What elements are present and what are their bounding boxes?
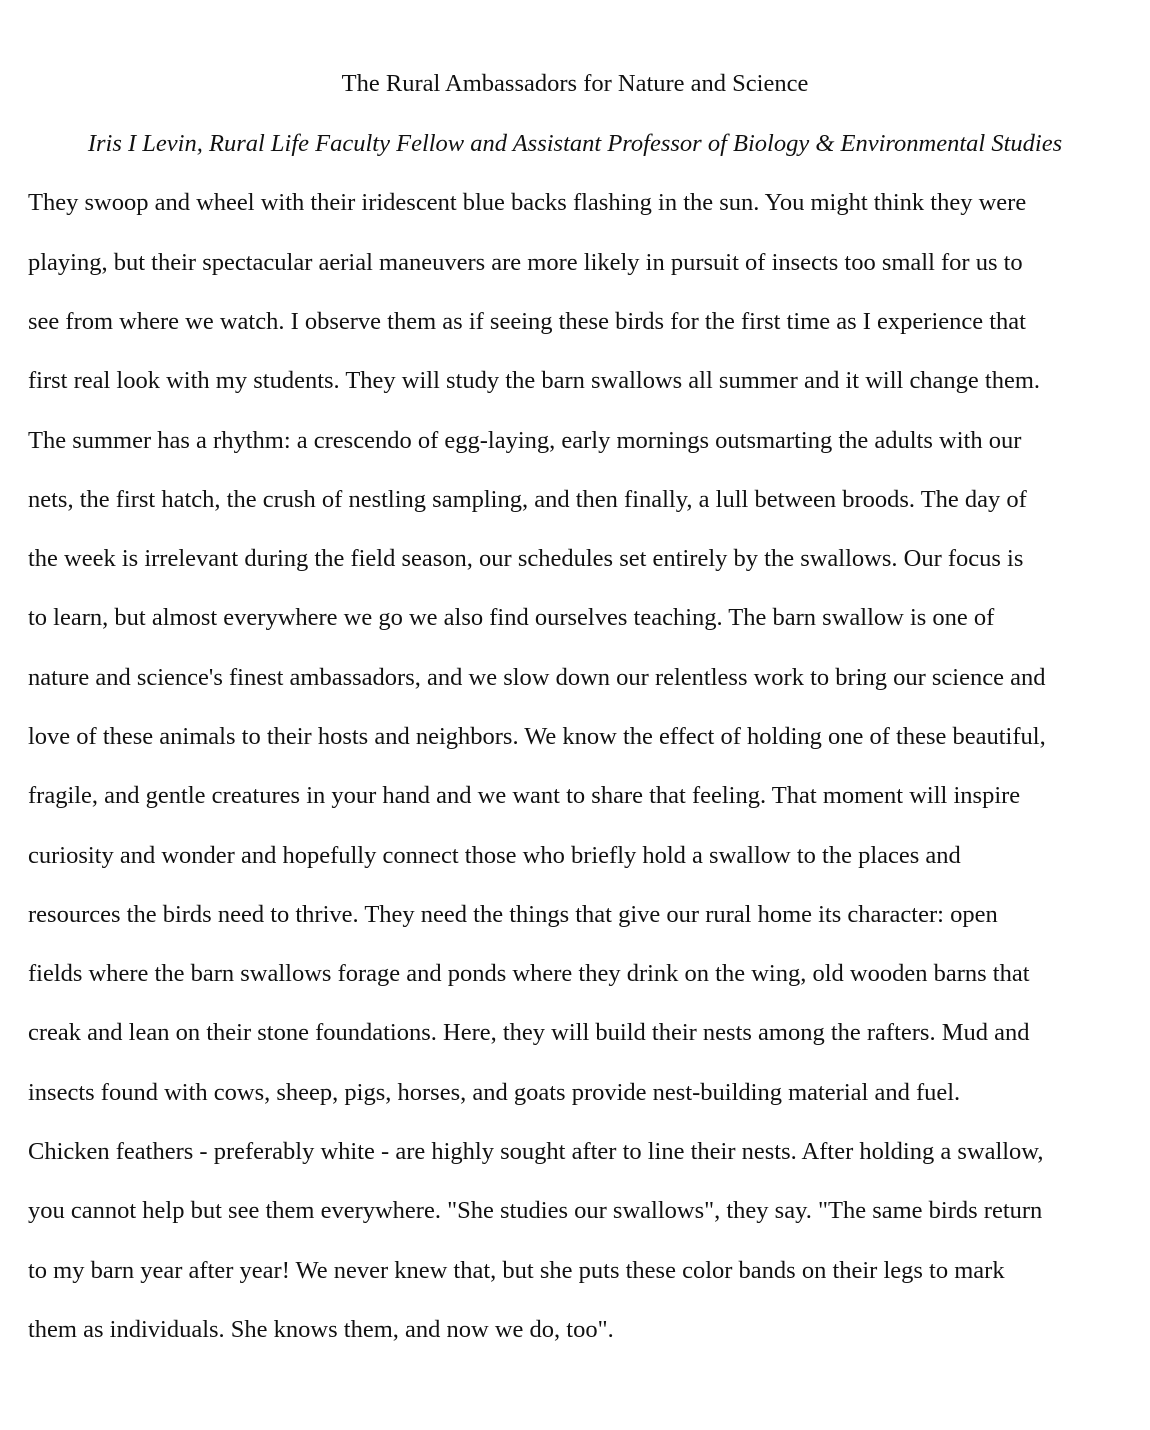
body-line: first real look with my students. They will study the barn swallows all summer and it will change them.: [28, 367, 1041, 394]
body-line: to my barn year after year! We never knew that, but she puts these color bands on their legs to mark: [28, 1257, 1005, 1284]
document-title: The Rural Ambassadors for Nature and Science: [341, 70, 809, 97]
body-line: They swoop and wheel with their iridescent blue backs flashing in the sun. You might think they were: [28, 189, 1027, 216]
body-line: The summer has a rhythm: a crescendo of egg-laying, early mornings outsmarting the adults with our: [28, 427, 1022, 454]
body-line: you cannot help but see them everywhere. "She studies our swallows", they say. "The same birds return: [28, 1197, 1043, 1224]
body-line: Chicken feathers - preferably white - are highly sought after to line their nests. After holding a swallow,: [28, 1138, 1044, 1165]
body-line: playing, but their spectacular aerial maneuvers are more likely in pursuit of insects too small for us to: [28, 249, 1023, 276]
body-line: insects found with cows, sheep, pigs, horses, and goats provide nest-building material and fuel.: [28, 1079, 961, 1106]
body-line: to learn, but almost everywhere we go we also find ourselves teaching. The barn swallow is one of: [28, 604, 995, 631]
body-line: them as individuals. She knows them, and now we do, too".: [28, 1316, 614, 1343]
body-line: see from where we watch. I observe them as if seeing these birds for the first time as I experience that: [28, 308, 1026, 335]
body-line: resources the birds need to thrive. They need the things that give our rural home its character: open: [28, 901, 998, 928]
body-line: creak and lean on their stone foundations. Here, they will build their nests among the rafters. Mud and: [28, 1019, 1030, 1046]
body-line: love of these animals to their hosts and neighbors. We know the effect of holding one of these beautiful,: [28, 723, 1046, 750]
body-line: nature and science's finest ambassadors, and we slow down our relentless work to bring our science and: [28, 664, 1046, 691]
body-line: the week is irrelevant during the field season, our schedules set entirely by the swallows. Our focus is: [28, 545, 1024, 572]
body-line: fragile, and gentle creatures in your hand and we want to share that feeling. That moment will inspire: [28, 782, 1021, 809]
body-line: curiosity and wonder and hopefully connect those who briefly hold a swallow to the places and: [28, 842, 961, 869]
body-paragraph: [28, 0, 1138, 1430]
author-byline: Iris I Levin, Rural Life Faculty Fellow and Assistant Professor of Biology & Environmental Studies: [87, 130, 1063, 157]
body-line: nets, the first hatch, the crush of nestling sampling, and then finally, a lull between broods. The day of: [28, 486, 1027, 513]
body-line: fields where the barn swallows forage and ponds where they drink on the wing, old wooden barns that: [28, 960, 1030, 987]
